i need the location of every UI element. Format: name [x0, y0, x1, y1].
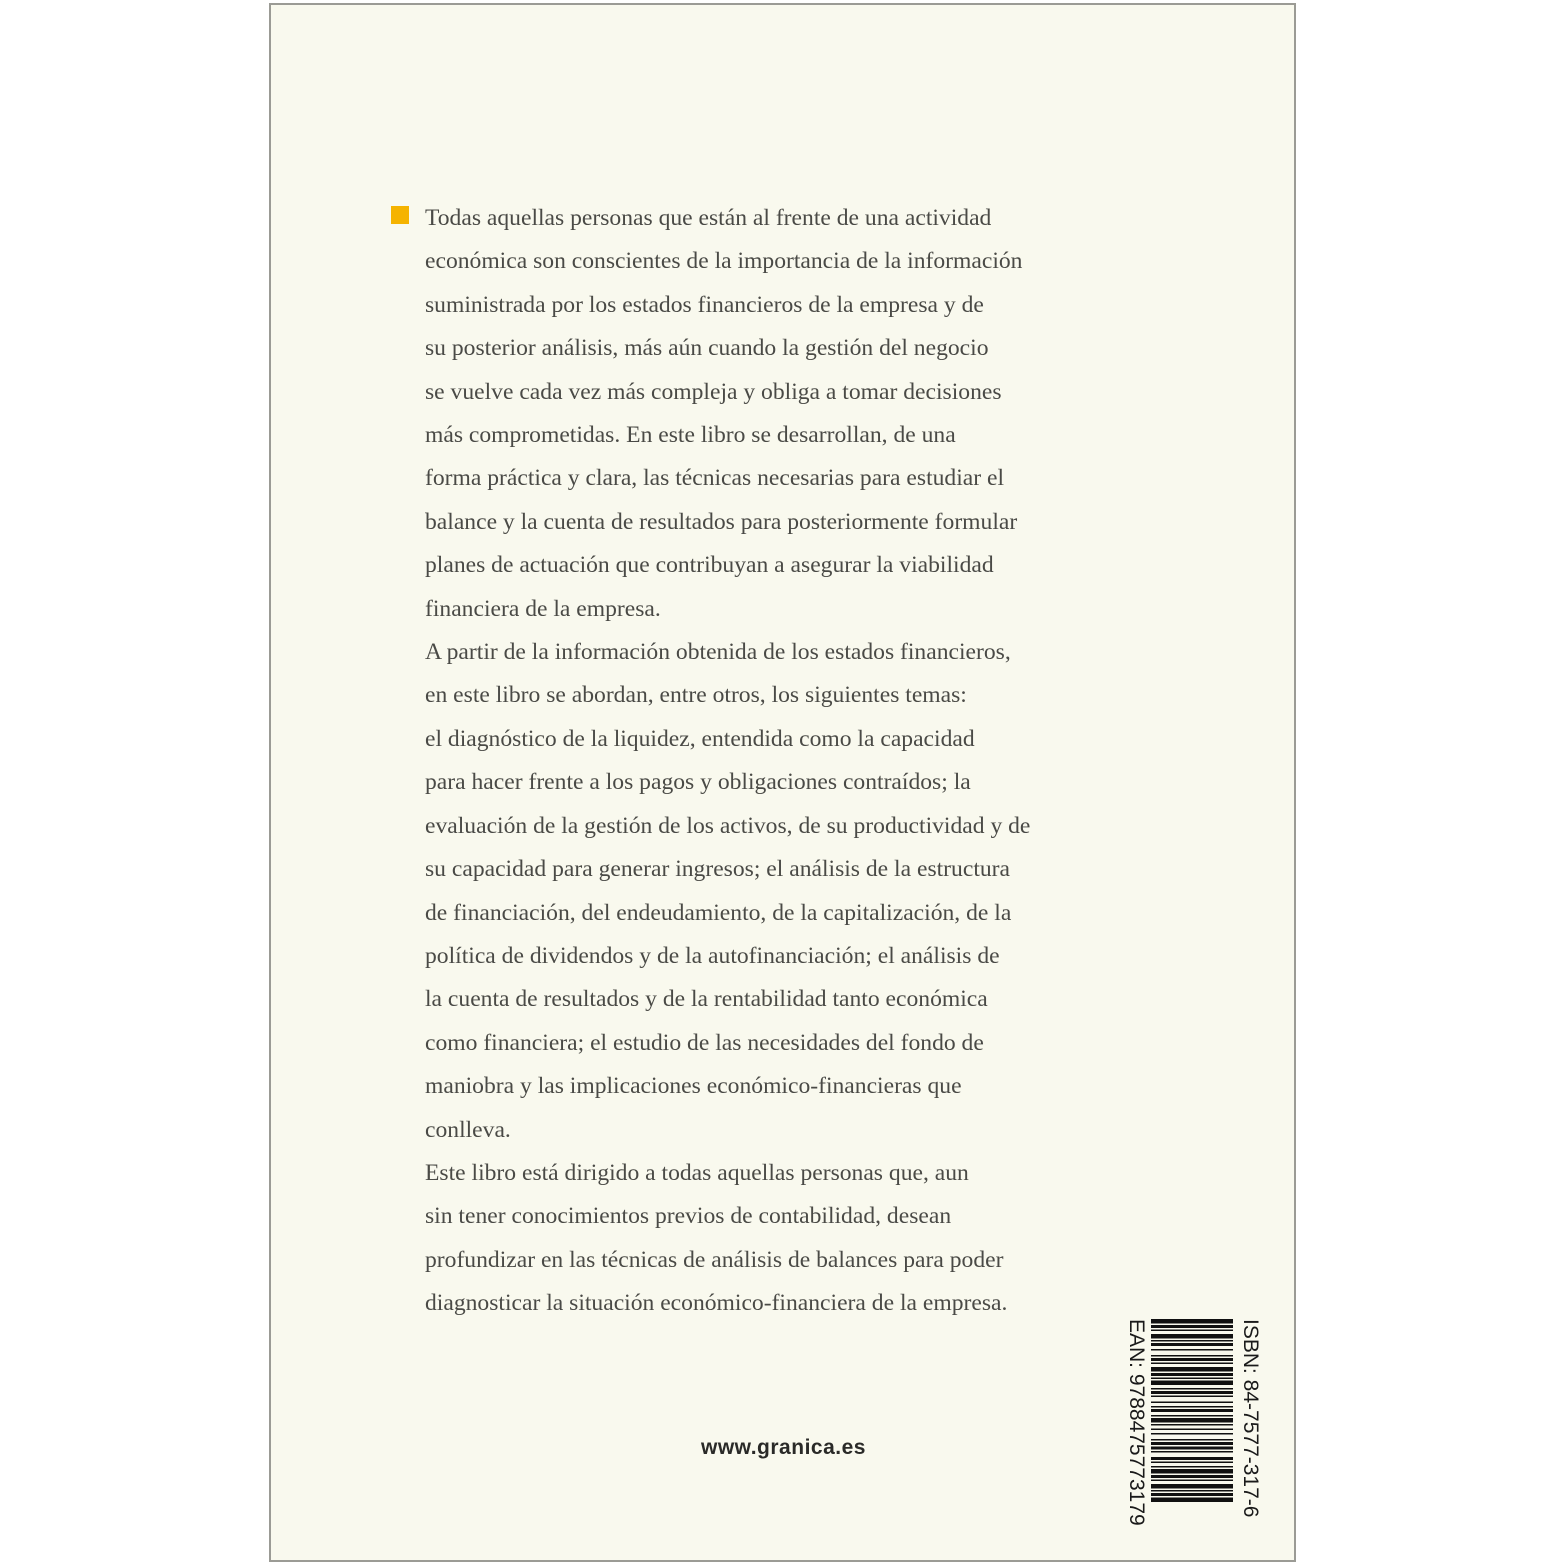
orange-square-bullet — [391, 206, 409, 224]
barcode-bar — [1151, 1433, 1233, 1435]
barcode-bar — [1151, 1447, 1233, 1450]
barcode-bar — [1151, 1363, 1233, 1365]
blurb-text — [425, 197, 1125, 1326]
barcode-bar — [1151, 1355, 1233, 1357]
blurb-line: su posterior análisis, más aún cuando la gestión del negocio — [425, 335, 989, 362]
barcode — [1123, 1319, 1263, 1539]
barcode-bar — [1151, 1343, 1233, 1346]
blurb-line: sin tener conocimientos previos de contabilidad, desean — [425, 1203, 952, 1230]
blurb-line: se vuelve cada vez más compleja y obliga a tomar decisiones — [425, 378, 1002, 405]
blurb-line: Este libro está dirigido a todas aquellas personas que, aun — [425, 1159, 969, 1186]
blurb-line: política de dividendos y de la autofinanciación; el análisis de — [425, 942, 1000, 969]
barcode-bar — [1151, 1378, 1233, 1380]
blurb-line: evaluación de la gestión de los activos, de su productividad y de — [425, 812, 1031, 839]
blurb-line: en este libro se abordan, entre otros, los siguientes temas: — [425, 682, 967, 709]
barcode-bar — [1151, 1367, 1233, 1372]
barcode-bar — [1151, 1349, 1233, 1351]
blurb-line: A partir de la información obtenida de los estados financieros, — [425, 639, 1011, 666]
blurb-line: la cuenta de resultados y de la rentabilidad tanto económica — [425, 986, 988, 1013]
back-cover — [269, 3, 1296, 1562]
barcode-bar — [1151, 1469, 1233, 1474]
barcode-bar — [1151, 1484, 1233, 1489]
isbn-label: ISBN: 84-7577-317-6 — [1239, 1319, 1262, 1518]
barcode-bar — [1151, 1334, 1233, 1339]
barcode-bar — [1151, 1480, 1233, 1482]
barcode-bar — [1151, 1418, 1233, 1423]
barcode-bar — [1151, 1396, 1233, 1398]
blurb-line: para hacer frente a los pagos y obligaciones contraídos; la — [425, 769, 971, 796]
barcode-bar — [1151, 1462, 1233, 1464]
barcode-bar — [1151, 1388, 1233, 1390]
barcode-bar — [1151, 1340, 1233, 1342]
blurb-line: conlleva. — [425, 1116, 511, 1143]
barcode-bar — [1151, 1402, 1233, 1404]
barcode-bar — [1151, 1424, 1233, 1426]
barcode-bar — [1151, 1358, 1233, 1361]
barcode-bar — [1151, 1498, 1233, 1503]
barcode-bar — [1151, 1381, 1233, 1386]
barcode-bar — [1151, 1330, 1233, 1332]
barcode-bar — [1151, 1391, 1233, 1394]
blurb-line: de financiación, del endeudamiento, de la capitalización, de la — [425, 899, 1012, 926]
publisher-website: www.granica.es — [701, 1436, 866, 1459]
blurb-line: suministrada por los estados financieros de la empresa y de — [425, 291, 984, 318]
barcode-bar — [1151, 1493, 1233, 1496]
blurb-line: Todas aquellas personas que están al frente de una actividad — [425, 205, 992, 231]
barcode-bar — [1151, 1409, 1233, 1412]
blurb-line: como financiera; el estudio de las necesidades del fondo de — [425, 1029, 984, 1056]
barcode-bar — [1151, 1439, 1233, 1441]
barcode-bar — [1151, 1429, 1233, 1431]
barcode-bar — [1151, 1490, 1233, 1492]
ean-label: EAN: 9788475773179 — [1125, 1319, 1148, 1526]
blurb-line: económica son conscientes de la importancia de la información — [425, 248, 1023, 275]
barcode-bar — [1151, 1442, 1233, 1445]
barcode-bar — [1151, 1475, 1233, 1478]
barcode-bar — [1151, 1406, 1233, 1408]
blurb-line: forma práctica y clara, las técnicas necesarias para estudiar el — [425, 465, 1005, 492]
barcode-bar — [1151, 1415, 1233, 1417]
barcode-bar — [1151, 1451, 1233, 1453]
blurb-line: planes de actuación que contribuyan a asegurar la viabilidad — [425, 552, 994, 579]
barcode-bar — [1151, 1466, 1233, 1468]
barcode-bar — [1151, 1319, 1233, 1324]
barcode-bar — [1151, 1457, 1233, 1460]
barcode-bars — [1151, 1319, 1233, 1539]
blurb-line: más comprometidas. En este libro se desarrollan, de una — [425, 422, 956, 449]
blurb-line: su capacidad para generar ingresos; el análisis de la estructura — [425, 856, 1010, 883]
blurb-line: el diagnóstico de la liquidez, entendida como la capacidad — [425, 725, 975, 752]
barcode-bar — [1151, 1325, 1233, 1328]
blurb-line: maniobra y las implicaciones económico-financieras que — [425, 1073, 962, 1100]
blurb-line: financiera de la empresa. — [425, 595, 661, 622]
blurb-line: profundizar en las técnicas de análisis de balances para poder — [425, 1246, 1004, 1273]
blurb-line: diagnosticar la situación económico-financiera de la empresa. — [425, 1290, 1008, 1317]
barcode-bar — [1151, 1373, 1233, 1376]
blurb-line: balance y la cuenta de resultados para posteriormente formular — [425, 508, 1018, 535]
